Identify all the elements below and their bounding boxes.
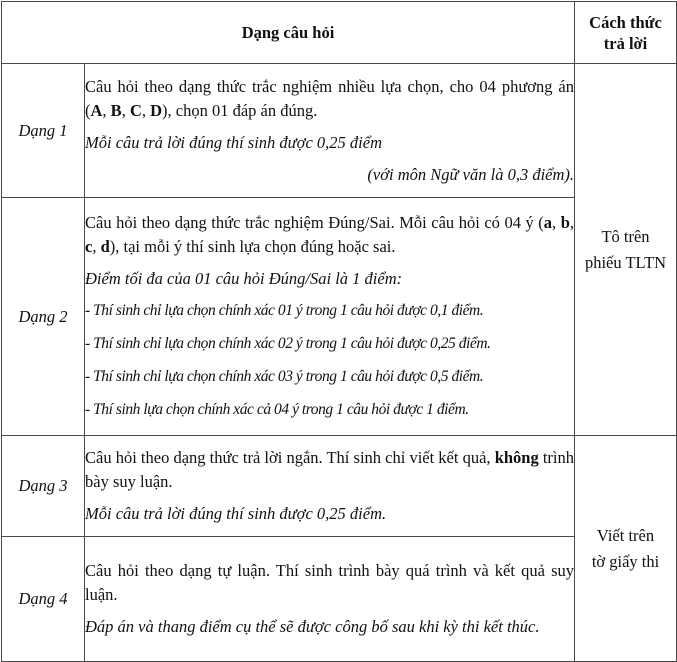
type-2-score-title: Điểm tối đa của 01 câu hỏi Đúng/Sai là 1 điểm: bbox=[85, 269, 403, 288]
type-4-description bbox=[85, 537, 575, 662]
type-1-sep-1: , bbox=[102, 100, 111, 120]
type-2-opt-b: b bbox=[560, 213, 570, 232]
type-2-bullet-1: - Thí sinh chỉ lựa chọn chính xác 01 ý trong 1 câu hỏi được 0,1 điểm. bbox=[85, 302, 484, 319]
type-2-bullet-4: - Thí sinh lựa chọn chính xác cả 04 ý trong 1 câu hỏi được 1 điểm. bbox=[85, 401, 469, 418]
type-2-sep-1: , bbox=[552, 213, 561, 232]
type-label-4: Dạng 4 bbox=[2, 537, 85, 662]
type-1-opt-c: C bbox=[129, 100, 142, 120]
type-2-desc-a: Câu hỏi theo dạng thức trắc nghiệm Đúng/Sai. Mỗi câu hỏi có 04 ý ( bbox=[85, 213, 544, 232]
type-1-sep-2: , bbox=[121, 100, 130, 120]
type-2-sep-2: , bbox=[569, 213, 575, 232]
answer-tltn-line-2: phiếu TLTN bbox=[584, 252, 667, 272]
type-1-sep-3: , bbox=[141, 100, 151, 120]
answer-tltn-line-1: Tô trên bbox=[601, 226, 650, 246]
answer-method-bubble-sheet bbox=[575, 64, 677, 436]
header-question-type: Dạng câu hỏi bbox=[2, 2, 575, 64]
type-2-description bbox=[85, 198, 575, 436]
type-2-opt-a: a bbox=[543, 213, 553, 232]
type-1-opt-b: B bbox=[110, 100, 122, 120]
type-3-desc-text bbox=[85, 446, 574, 494]
type-1-desc-text bbox=[85, 75, 574, 123]
type-4-desc-text: Câu hỏi theo dạng tự luận. Thí sinh trình bày quá trình và kết quả suy luận. bbox=[85, 561, 575, 604]
answer-method-exam-paper bbox=[575, 436, 677, 662]
type-1-opt-a: A bbox=[90, 100, 103, 120]
type-3-desc-bold: không bbox=[494, 448, 539, 467]
type-1-score: Mỗi câu trả lời đúng thí sinh được 0,25 điểm bbox=[85, 132, 383, 152]
type-3-score: Mỗi câu trả lời đúng thí sinh được 0,25 điểm. bbox=[85, 504, 387, 523]
answer-paper-line-1: Viết trên bbox=[596, 525, 655, 545]
question-format-table bbox=[1, 1, 677, 662]
type-1-description bbox=[85, 64, 575, 198]
type-1-note: (với môn Ngữ văn là 0,3 điểm). bbox=[367, 164, 575, 184]
table-row-type-3 bbox=[2, 436, 677, 537]
type-label-1: Dạng 1 bbox=[2, 64, 85, 198]
answer-paper-line-2: tờ giấy thi bbox=[591, 551, 660, 571]
header-answer-method-text: Cách thức trả lời bbox=[589, 12, 662, 53]
type-2-sep-3: , bbox=[92, 237, 101, 256]
header-answer-method bbox=[575, 2, 677, 64]
type-label-2: Dạng 2 bbox=[2, 198, 85, 436]
type-2-bullet-2: - Thí sinh chỉ lựa chọn chính xác 02 ý trong 1 câu hỏi được 0,25 điểm. bbox=[85, 335, 491, 352]
type-2-desc-text bbox=[85, 211, 574, 259]
type-1-desc-b: ), chọn 01 đáp án đúng. bbox=[162, 100, 318, 120]
type-2-opt-c: c bbox=[85, 237, 93, 256]
type-3-description bbox=[85, 436, 575, 537]
type-label-3: Dạng 3 bbox=[2, 436, 85, 537]
table-header-row bbox=[2, 2, 677, 64]
type-4-score: Đáp án và thang điểm cụ thể sẽ được công bố sau khi kỳ thi kết thúc. bbox=[85, 617, 540, 636]
type-1-opt-d: D bbox=[150, 100, 163, 120]
type-2-opt-d: d bbox=[100, 237, 110, 256]
type-3-desc-a: Câu hỏi theo dạng thức trả lời ngắn. Thí sinh chỉ viết kết quả, bbox=[85, 448, 495, 467]
type-2-bullet-3: - Thí sinh chỉ lựa chọn chính xác 03 ý trong 1 câu hỏi được 0,5 điểm. bbox=[85, 368, 484, 385]
type-1-desc-a: Câu hỏi theo dạng thức trắc nghiệm nhiều lựa chọn, cho 04 phương án ( bbox=[85, 76, 575, 120]
type-2-desc-b: ), tại mỗi ý thí sinh lựa chọn đúng hoặc sai. bbox=[109, 237, 396, 256]
type-3-desc-b: trình bày suy luận. bbox=[85, 448, 575, 491]
table-row-type-1 bbox=[2, 64, 677, 198]
